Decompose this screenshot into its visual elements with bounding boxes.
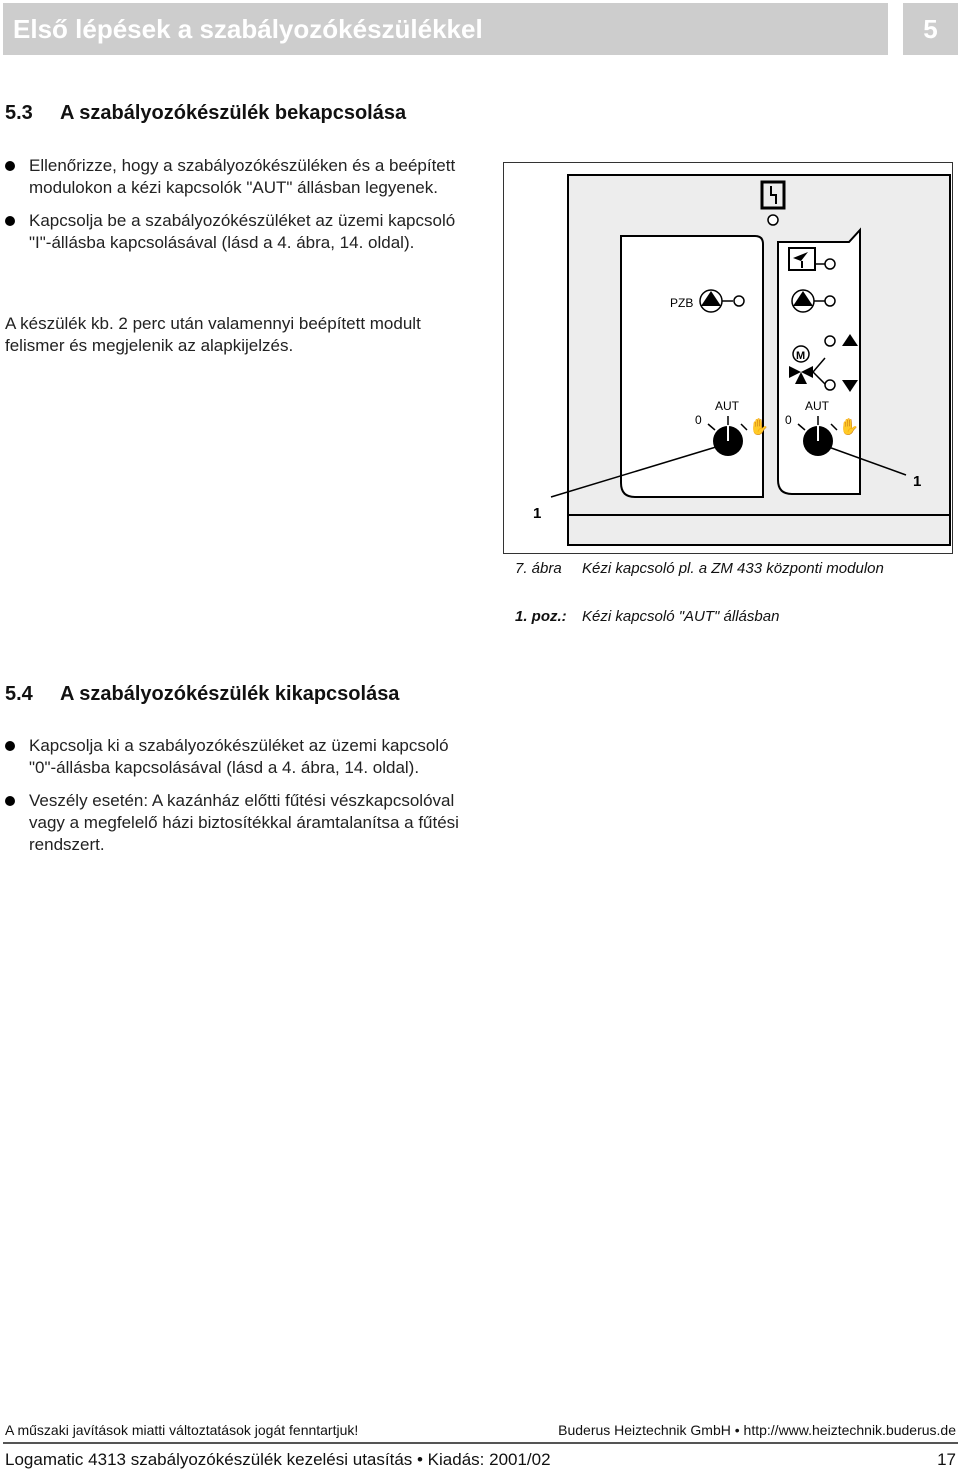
section-title: A szabályozókészülék bekapcsolása — [60, 102, 407, 124]
list-item — [5, 210, 480, 254]
section-heading-5-4 — [5, 683, 399, 706]
info-paragraph: A készülék kb. 2 perc után valamennyi beépített modult felismer és megjelenik az alapkijelzés. — [5, 314, 421, 355]
module-diagram — [503, 162, 953, 554]
position-text: Kézi kapcsoló "AUT" állásban — [582, 608, 780, 625]
page-header-title: Első lépések a szabályozókészülékkel — [3, 3, 888, 55]
hand-icon: ✋ — [749, 419, 769, 436]
bullet-text: Kapcsolja be a szabályozókészüléket az üzemi kapcsoló "I"-állásba kapcsolásával (lásd a 4. ábra, 14. oldal). — [29, 211, 456, 252]
bullet-list-power-off — [5, 735, 480, 867]
aut-label: AUT — [805, 399, 829, 413]
bullet-icon — [5, 161, 15, 171]
off-label: 0 — [695, 413, 702, 427]
section-number: 5.4 — [5, 683, 33, 705]
position-caption — [515, 608, 779, 625]
fault-led-icon — [768, 215, 778, 225]
pump-icon — [700, 290, 722, 312]
section-heading-5-3 — [5, 102, 406, 125]
footer-divider — [3, 1442, 958, 1444]
pzb-label: PZB — [670, 296, 694, 310]
led-icon — [825, 336, 835, 346]
bullet-icon — [5, 216, 15, 226]
bullet-text: Veszély esetén: A kazánház előtti fűtési vészkapcsolóval vagy a megfelelő házi biztosítékkal áramtalanítsa a fűtési rendszert. — [29, 791, 459, 854]
section-number: 5.3 — [5, 102, 33, 124]
page-number: 17 — [937, 1450, 956, 1469]
callout-label-left: 1 — [533, 505, 542, 522]
led-icon — [825, 259, 835, 269]
led-icon — [825, 380, 835, 390]
chapter-number: 5 — [903, 3, 958, 55]
footer-disclaimer: A műszaki javítások miatti változtatások jogát fenntartjuk! — [5, 1422, 359, 1438]
footer-document-title: Logamatic 4313 szabályozókészülék kezelési utasítás • Kiadás: 2001/02 — [5, 1450, 551, 1469]
list-item — [5, 155, 480, 199]
position-label: 1. poz.: — [515, 608, 567, 625]
bullet-icon — [5, 741, 15, 751]
figure-caption-text: Kézi kapcsoló pl. a ZM 433 központi modulon — [582, 560, 884, 577]
bullet-text: Ellenőrizze, hogy a szabályozókészüléken és a beépített modulokon a kézi kapcsolók "AUT" állásban legyenek. — [29, 156, 456, 197]
hand-icon: ✋ — [839, 419, 859, 436]
bullet-icon — [5, 796, 15, 806]
controller-module-figure — [503, 162, 953, 554]
figure-number: 7. ábra — [515, 560, 562, 577]
off-label: 0 — [785, 413, 792, 427]
pump-icon — [792, 290, 814, 312]
footer-company: Buderus Heiztechnik GmbH • http://www.heiztechnik.buderus.de — [558, 1422, 956, 1438]
list-item — [5, 790, 480, 856]
aut-label: AUT — [715, 399, 739, 413]
figure-caption — [515, 560, 884, 577]
mixer-label: M — [796, 350, 806, 362]
bullet-text: Kapcsolja ki a szabályozókészüléket az üzemi kapcsoló "0"-állásba kapcsolásával (lásd a 4. ábra, 14. oldal). — [29, 736, 449, 777]
bullet-list-power-on — [5, 155, 480, 265]
led-icon — [825, 296, 835, 306]
led-icon — [734, 296, 744, 306]
section-title: A szabályozókészülék kikapcsolása — [60, 683, 400, 705]
callout-label-right: 1 — [913, 473, 922, 490]
list-item — [5, 735, 480, 779]
